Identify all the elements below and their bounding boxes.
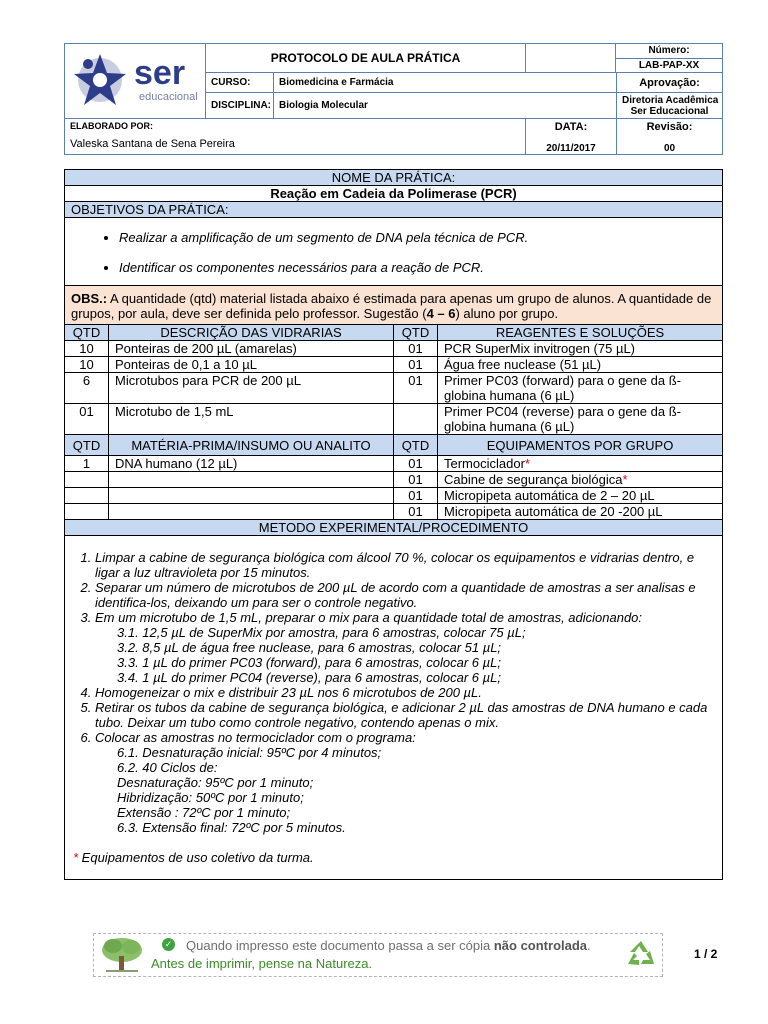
curso-value: Biomedicina e Farmácia [274, 73, 617, 93]
table-row [65, 472, 723, 488]
procedure-substep: 3.1. 12,5 µL de SuperMix por amostra, para 6 amostras, colocar 75 µL; [117, 625, 526, 640]
note-star: * [73, 850, 79, 865]
desc-cell: Microtubos para PCR de 200 µL [109, 373, 394, 404]
col-header: MATÉRIA-PRIMA/INSUMO OU ANALITO [109, 435, 394, 456]
equip-label: Termociclador [444, 456, 525, 471]
procedure-step: 2. Separar um número de microtubos de 200 µL de acordo com a quantidade de amostras a ser analisas e identifica-los, deixando um para ser o controle negativo. [95, 580, 714, 610]
elaborado-label: ELABORADO POR: [70, 121, 153, 131]
procedure-substep: 3.4. 1 µL do primer PC04 (reverse), para 6 amostras, colocar 6 µL; [117, 670, 501, 685]
col-header: QTD [394, 325, 438, 341]
aprovacao-value-2: Ser Educacional [630, 105, 709, 117]
qtd-cell [394, 404, 438, 435]
curso-label: CURSO: [206, 73, 274, 93]
practice-form [64, 169, 723, 880]
reagent-cell: Primer PC04 (reverse) para o gene da ß-globina humana (6 µL) [438, 404, 723, 435]
procedure-substep: 3.2. 8,5 µL de água free nuclease, para 6 amostras, colocar 51 µL; [117, 640, 502, 655]
logo-text: ser [134, 53, 186, 92]
procedure-substep: 6.2. 40 Ciclos de: [117, 760, 218, 775]
logo [65, 44, 206, 119]
equip-cell [438, 456, 723, 472]
obs-label: OBS.: [71, 291, 108, 306]
numero-label: Número: [616, 44, 722, 59]
footer-line-1: Quando impresso este documento passa a ser cópia não controlada. [186, 938, 591, 953]
qtd-cell [65, 504, 109, 520]
procedure-step: 5. Retirar os tubos da cabine de segurança biológica, e adicionar 2 µL das amostras de DNA humano e cada tubo. Deixar um tubo como controle negativo, contendo apenas o mix. [95, 700, 714, 730]
page-number: 1 / 2 [694, 947, 718, 961]
disciplina-label: DISCIPLINA: [206, 93, 274, 119]
equip-label: Micropipeta automática de 2 – 20 µL [444, 488, 655, 503]
qtd-cell: 01 [394, 373, 438, 404]
col-header: DESCRIÇÃO DAS VIDRARIAS [109, 325, 394, 341]
obs-text: A quantidade (qtd) material listada abaixo é estimada para apenas um grupo de alunos. A quantidade de grupos, por aula, deve ser definida pelo professor. Sugestão ( [71, 291, 712, 321]
document-header [64, 43, 723, 155]
col-header: QTD [65, 435, 109, 456]
reagent-cell: Primer PC03 (forward) para o gene da ß-globina humana (6 µL) [438, 373, 723, 404]
table-row [65, 341, 723, 357]
metodo-label: METODO EXPERIMENTAL/PROCEDIMENTO [65, 520, 723, 536]
col-header: QTD [65, 325, 109, 341]
qtd-cell [65, 488, 109, 504]
elaborado-value: Valeska Santana de Sena Pereira [70, 138, 235, 150]
desc-cell [109, 472, 394, 488]
aprovacao-label: Aprovação: [617, 73, 723, 93]
qtd-cell: 6 [65, 373, 109, 404]
col-header: EQUIPAMENTOS POR GRUPO [438, 435, 723, 456]
procedure-step: 1. Limpar a cabine de segurança biológica com álcool 70 %, colocar os equipamentos e vidrarias dentro, e ligar a luz ultravioleta por 15 minutos. [95, 550, 714, 580]
tree-icon [98, 936, 148, 974]
obs-range: 4 – 6 [426, 306, 456, 321]
table-row [65, 404, 723, 435]
procedure-substep: 3.3. 1 µL do primer PC03 (forward), para 6 amostras, colocar 6 µL; [117, 655, 501, 670]
table-row [65, 373, 723, 404]
col-header: REAGENTES E SOLUÇÕES [438, 325, 723, 341]
procedure-step: 4. Homogeneizar o mix e distribuir 23 µL nos 6 microtubos de 200 µL. [95, 685, 714, 700]
desc-cell: Ponteiras de 0,1 a 10 µL [109, 357, 394, 373]
qtd-cell: 01 [394, 341, 438, 357]
qtd-cell: 10 [65, 341, 109, 357]
obs-note [65, 286, 723, 325]
qtd-cell: 01 [65, 404, 109, 435]
logo-subtext: educacional [139, 90, 198, 103]
objetivo-item: • Realizar a amplificação de um segmento de DNA pela técnica de PCR. [119, 230, 716, 245]
nome-label: NOME DA PRÁTICA: [65, 170, 723, 186]
collective-star: * [524, 456, 530, 471]
table-row [65, 357, 723, 373]
procedure-substep: Extensão : 72ºC por 1 minuto; [117, 805, 291, 820]
note-text: Equipamentos de uso coletivo da turma. [78, 850, 314, 865]
qtd-cell: 01 [394, 357, 438, 373]
procedure-list [73, 550, 714, 835]
print-footer [93, 933, 663, 977]
equip-cell [438, 504, 723, 520]
table-row [65, 456, 723, 472]
practice-title: Reação em Cadeia da Polimerase (PCR) [65, 186, 723, 202]
procedure-step: 3. Em um microtubo de 1,5 mL, preparar o mix para a quantidade total de amostras, adicionando: 3.1. 12,5 µL de SuperMix por amostra, para 6 amostras, colocar 75 µL; 3.2. 8,5 µL de água free nuclease, para 6 amostras, colocar 51 µL; 3.3. 1 µL do primer PC03 (forward), para 6 amostras, colocar 6 µL; 3.4. 1 µL do primer PC04 (reverse), para 6 amostras, colocar 6 µL; [95, 610, 714, 685]
equip-label: Cabine de segurança biológica [444, 472, 623, 487]
document-title: PROTOCOLO DE AULA PRÁTICA [206, 44, 526, 73]
desc-cell [109, 504, 394, 520]
table-row [65, 504, 723, 520]
qtd-cell: 01 [394, 456, 438, 472]
data-value: 20/11/2017 [546, 143, 596, 154]
qtd-cell: 10 [65, 357, 109, 373]
col-header: QTD [394, 435, 438, 456]
disciplina-value: Biologia Molecular [274, 93, 617, 119]
desc-cell [109, 488, 394, 504]
data-label: DATA: [554, 121, 588, 133]
qtd-cell: 1 [65, 456, 109, 472]
qtd-cell: 01 [394, 488, 438, 504]
equip-cell [438, 488, 723, 504]
collective-note [73, 850, 714, 865]
reagent-cell: PCR SuperMix invitrogen (75 µL) [438, 341, 723, 357]
procedure-substep: Hibridização: 50ºC por 1 minuto; [117, 790, 304, 805]
equip-label: Micropipeta automática de 20 -200 µL [444, 504, 663, 519]
footer-line-2: Antes de imprimir, pense na Natureza. [151, 956, 373, 971]
nome-row [65, 170, 723, 186]
qtd-cell: 01 [394, 504, 438, 520]
table-row [65, 488, 723, 504]
recycle-icon [624, 938, 658, 970]
aprovacao-value-1: Diretoria Acadêmica [622, 94, 719, 106]
obs-tail: ) aluno por grupo. [455, 306, 559, 321]
revisao-label: Revisão: [646, 121, 693, 133]
procedure-substep: 6.1. Desnaturação inicial: 95ºC por 4 minutos; [117, 745, 382, 760]
procedure-substep: 6.3. Extensão final: 72ºC por 5 minutos. [117, 820, 346, 835]
numero-value: LAB-PAP-XX [638, 60, 700, 71]
desc-cell: Microtubo de 1,5 mL [109, 404, 394, 435]
qtd-cell: 01 [394, 472, 438, 488]
procedure-step: 6. Colocar as amostras no termociclador com o programa: 6.1. Desnaturação inicial: 95ºC por 4 minutos; 6.2. 40 Ciclos de: Desnaturação: 95ºC por 1 minuto; Hibridização: 50ºC por 1 minuto; Extensão : 72ºC por 1 minuto; 6.3. Extensão final: 72ºC por 5 minutos. [95, 730, 714, 835]
reagent-cell: Água free nuclease (51 µL) [438, 357, 723, 373]
desc-cell: Ponteiras de 200 µL (amarelas) [109, 341, 394, 357]
collective-star: * [622, 472, 628, 487]
ser-educacional-logo [70, 50, 200, 110]
qtd-cell [65, 472, 109, 488]
check-leaf-icon: ✓ [162, 938, 175, 951]
procedure-body [65, 536, 723, 880]
revisao-value: 00 [663, 143, 676, 154]
equip-cell [438, 472, 723, 488]
procedure-substep: Desnaturação: 95ºC por 1 minuto; [117, 775, 314, 790]
objetivos-list [65, 218, 723, 286]
objetivos-label: OBJETIVOS DA PRÁTICA: [65, 202, 723, 218]
desc-cell: DNA humano (12 µL) [109, 456, 394, 472]
objetivo-item: • Identificar os componentes necessários para a reação de PCR. [119, 260, 716, 275]
